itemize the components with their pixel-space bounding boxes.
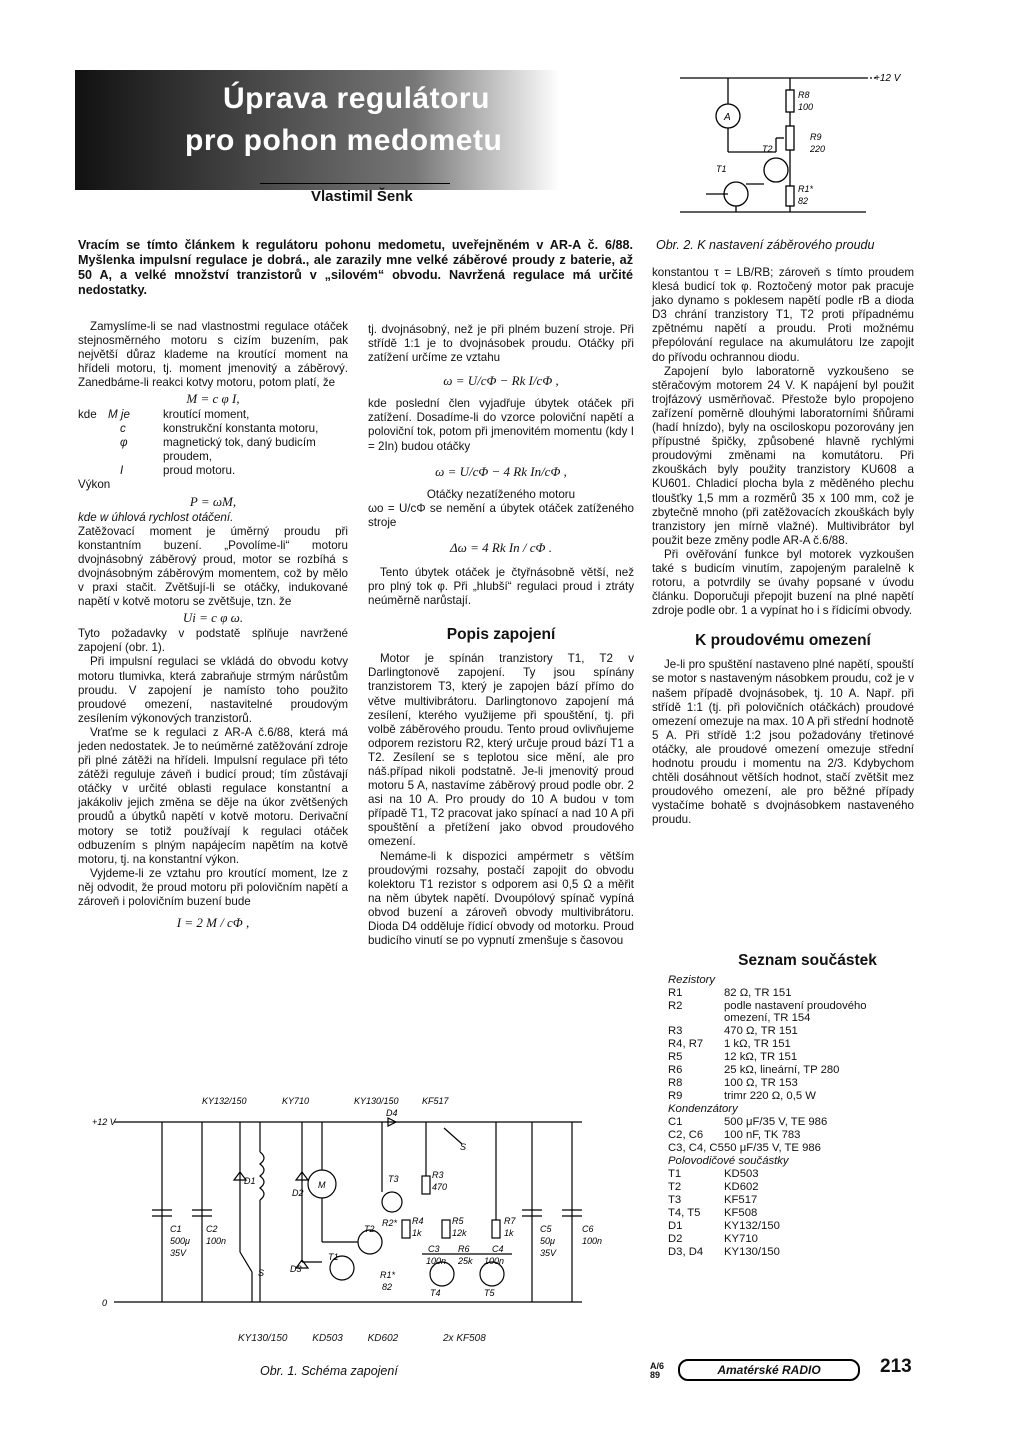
title-rule (260, 183, 450, 184)
c3-p2: Zapojení bylo laboratorně vyzkoušeno se stěračovým motorem 24 V. K napájení byl použit trojfázový usměrňovač. Přestože bylo propojeno zařízení poměrně dlouhými laboratorními šňůrami (hadí hnízdo), byly na osciloskopu pozorovány jen přípustné špičky, způsobené hlavně rychlými proudovými změnami na komutátoru. Při zkouškách byly použity tranzistory KU608 a KU601. Chladicí plocha byla z měděného plechu tloušťky 1,5 mm a rozměrů 35 x 100 mm, což je zbytečně mnoho (při zatěžovacích zkouškách byly tranzistory jen mírně vlažné). Multivibrátor byl použit beze změny podle AR-A č.6/88. (652, 364, 914, 547)
parts-row (668, 1025, 914, 1038)
fig1-label: S (258, 1268, 265, 1278)
fig1-label: D3 (290, 1264, 302, 1274)
heading-omezeni: K proudovému omezení (695, 632, 871, 650)
fig1-label: C6 (582, 1224, 594, 1234)
parts-row (668, 1142, 914, 1155)
part-ref: R1 (668, 987, 683, 999)
figure-2-schematic (676, 68, 912, 220)
c1-eq1: M = c φ I, (186, 391, 240, 407)
fig1-label: R3 (432, 1170, 444, 1180)
fig1-label: C1 (170, 1224, 182, 1234)
part-ref: R8 (668, 1077, 683, 1089)
fig2-label: 100 (798, 102, 814, 112)
page-number: 213 (880, 1356, 912, 1377)
fig1-label: KY130/150 (354, 1096, 399, 1106)
fig1-label: 50μ (540, 1236, 555, 1246)
part-value: KY130/150 (724, 1246, 780, 1258)
c1-p7: Vyjdeme-li ze vztahu pro kroutící moment, lze z něj odvodit, že proud motoru při polovičním napětí a zároveň i polovičním buzení bude (78, 866, 348, 908)
parts-row (668, 1129, 914, 1142)
figure-1-schematic (92, 1092, 612, 1324)
part-ref: Polovodičové součástky (668, 1155, 789, 1167)
part-ref: D3, D4 (668, 1246, 704, 1258)
part-ref: R5 (668, 1051, 683, 1063)
title-banner (75, 70, 560, 190)
fig1-label: T1 (328, 1252, 339, 1262)
c2-eq2: ω = U/cΦ − 4 Rk In/cΦ , (435, 463, 567, 479)
fig1-label: R4 (412, 1216, 424, 1226)
c1-p3: Zatěžovací moment je úměrný proudu při konstantním buzení. „Povolíme-li“ motoru dvojnásobný záběrový proud, motor se rozbíhá s dvojnásobným záběrovým momentem, což by mělo v praxi stačit. Zvětšují-li se otáčky, indukované napětí v kotvě motoru se zvětšuje, tzn. že (78, 524, 348, 609)
fig2-label: R8 (798, 90, 810, 100)
fig2-label: R9 (810, 132, 822, 142)
c3-p1: konstantou τ = LB/RB; zároveň s tímto proudem klesá budicí tok φ. Roztočený motor pak pracuje jako dynamo s poklesem napětí podle rB a dioda D3 chrání tranzistory T1, T2 proti případnému zpětnému napětí a proudu. Proti možnému přepólování regulace na akumulátoru lze zapojit do přívodu ochrannou diodu. (652, 266, 914, 364)
def-b: φ (120, 436, 128, 450)
part-ref: R6 (668, 1064, 683, 1076)
c1-eq3: Ui = c φ ω. (182, 610, 244, 626)
part-value: KF517 (724, 1194, 758, 1206)
fig1-label: S (460, 1142, 467, 1152)
fig1-label: R5 (452, 1216, 464, 1226)
fig1-label: R7 (504, 1216, 516, 1226)
c2-eq1: ω = U/cΦ − Rk I/cΦ , (443, 373, 559, 389)
c2-p2: kde poslední člen vyjadřuje úbytek otáček při zatížení. Dosadíme-li do vzorce poloviční napětí a poloviční tok, potom při jmenovitém momentu (kdy I = 2In) budou otáčky (368, 397, 634, 453)
c2-p3: Otáčky nezatíženého motoru (426, 487, 576, 501)
figure-1-caption: Obr. 1. Schéma zapojení (260, 1364, 398, 1378)
fig1-label: 25k (458, 1256, 473, 1266)
c1-eq2: P = ωM, (189, 493, 237, 509)
fig1-label: 35V (170, 1248, 187, 1258)
fig1-label: M (318, 1180, 326, 1190)
part-value: KD503 (724, 1168, 759, 1180)
fig1-label: D1 (244, 1176, 256, 1186)
issue-number: A/6 89 (650, 1361, 665, 1380)
part-ref: R3 (668, 1025, 683, 1037)
parts-row (668, 1077, 914, 1090)
part-ref: R2 (668, 1000, 683, 1012)
part-value: KD602 (724, 1181, 759, 1193)
fig1-bottom-label: KD602 (367, 1333, 399, 1344)
c2-p4: ωo = U/cΦ se nemění a úbytek otáček zatíženého stroje (368, 501, 634, 529)
fig1-label: T4 (430, 1288, 441, 1298)
fig2-label: +12 V (874, 73, 901, 84)
heading-popis: Popis zapojení (446, 626, 556, 644)
def-row (78, 408, 348, 422)
c2-p5: Tento úbytek otáček je čtyřnásobně větší, než pro plný tok φ. Při „hlubší“ regulaci proud i ztráty neúměrně narůstají. (368, 565, 634, 608)
part-value: podle nastavení proudového omezení, TR 154 (724, 1000, 867, 1024)
part-ref: D1 (668, 1220, 683, 1232)
c1-p6: Vraťme se k regulaci z AR-A č.6/88, která má jeden nedostatek. Je to neúměrné zatěžování zdroje při plné zátěži na hřídeli. Impulsní regulace při této zátěži reguluje záveň i budicí proud; tím zůstávají otáčky v určité oblasti regulace konstantní a jakákoliv jejich změna se děje na úkor zvětšených proudů a úbytků napětí v kotvě motoru. Derivační motory se totiž používají k regulaci otáček odbuzením s plným napájecím napětím na kotvě motoru, tj. na konstantní výkon. (78, 725, 348, 866)
parts-list (668, 974, 914, 1259)
fig2-label: 220 (810, 144, 826, 154)
part-ref: C3, C4, C5 (668, 1142, 724, 1154)
parts-row (668, 1181, 914, 1194)
heading-seznam: Seznam součástek (738, 952, 877, 969)
fig1-label: 100n (484, 1256, 505, 1266)
parts-group (668, 974, 914, 987)
parts-row (668, 1064, 914, 1077)
def-row (78, 422, 348, 436)
fig1-label: 100n (426, 1256, 447, 1266)
fig1-label: R6 (458, 1244, 470, 1254)
c1-definitions (78, 408, 348, 478)
part-value: trimr 220 Ω, 0,5 W (724, 1090, 816, 1102)
c2-p7: Nemáme-li k dispozici ampérmetr s větším proudovými rozsahy, postačí zapojit do obvodu kolektoru T1 rezistor s odporem asi 0,5 Ω a měřit na něm úbytek napětí. Dvoupólový spínač vypíná obvod buzení a zároveň obvody multivibrátoru. Dioda D4 odděluje řídicí obvody od motorku. Proud budicího vinutí se po vypnutí zmenšuje s časovou (368, 849, 634, 948)
def-a (78, 422, 108, 436)
def-a: kde (78, 408, 97, 422)
part-value: 82 Ω, TR 151 (724, 987, 792, 999)
parts-row (668, 1038, 914, 1051)
part-ref: D2 (668, 1233, 683, 1245)
article-title-line2: pro pohon medometu (185, 124, 503, 157)
fig1-label: C3 (428, 1244, 440, 1254)
fig1-label: D4 (386, 1108, 398, 1118)
fig1-label: 12k (452, 1228, 467, 1238)
def-b: I (120, 464, 124, 478)
part-value: 500 μF/35 V, TE 986 (724, 1116, 828, 1128)
def-c: magnetický tok, daný budicím proudem, (163, 436, 316, 464)
part-value: 1 kΩ, TR 151 (724, 1038, 791, 1050)
fig2-label: T2 (762, 144, 773, 154)
fig2-label: T1 (716, 164, 727, 174)
parts-row (668, 1246, 914, 1259)
fig2-label: R1* (798, 184, 814, 194)
fig1-label: T3 (388, 1174, 399, 1184)
part-value: KF508 (724, 1207, 758, 1219)
part-ref: T1 (668, 1168, 682, 1180)
fig1-label: C2 (206, 1224, 218, 1234)
def-c: kroutící moment, (163, 408, 250, 422)
parts-row (668, 1000, 914, 1025)
part-ref: C1 (668, 1116, 683, 1128)
parts-row (668, 1090, 914, 1103)
fig1-label: C5 (540, 1224, 552, 1234)
fig1-label: 500μ (170, 1236, 190, 1246)
magazine-logo: Amatérské RADIO (678, 1359, 860, 1381)
part-value: 12 kΩ, TR 151 (724, 1051, 798, 1063)
def-row (78, 436, 348, 464)
fig1-bottom-label: 2x KF508 (443, 1333, 486, 1344)
def-a (78, 464, 108, 478)
part-ref: T4, T5 (668, 1207, 701, 1219)
fig1-label: KY132/150 (202, 1096, 247, 1106)
parts-row (668, 1051, 914, 1064)
column-1 (78, 320, 348, 931)
part-ref: R4, R7 (668, 1038, 704, 1050)
parts-row (668, 1168, 914, 1181)
c1-p2: kde w úhlová rychlost otáčení. (78, 510, 234, 524)
part-value: KY132/150 (724, 1220, 780, 1232)
def-row (78, 464, 348, 478)
c2-p1: tj. dvojnásobný, než je při plném buzení stroje. Při střídě 1:1 je to dvojnásobek proudu. Otáčky při zatížení určíme ze vztahu (368, 323, 634, 365)
parts-row (668, 1233, 914, 1246)
parts-group (668, 1103, 914, 1116)
def-a (78, 436, 108, 464)
part-ref: Rezistory (668, 974, 716, 986)
part-value: 50 μF/35 V, TE 986 (724, 1142, 821, 1154)
parts-row (668, 1220, 914, 1233)
column-3 (652, 266, 914, 827)
part-ref: R9 (668, 1090, 683, 1102)
fig1-label: 100n (206, 1236, 227, 1246)
part-value: 100 nF, TK 783 (724, 1129, 801, 1141)
parts-row (668, 987, 914, 1000)
part-value: 470 Ω, TR 151 (724, 1025, 798, 1037)
fig1-bottom-labels (238, 1333, 486, 1344)
parts-row (668, 1116, 914, 1129)
fig1-label: 1k (412, 1228, 422, 1238)
def-b: c (120, 422, 126, 436)
fig2-label: A (724, 112, 731, 123)
c1-p5: Při impulsní regulaci se vkládá do obvodu kotvy motoru tlumivka, která zabraňuje strmým nárůstům proudu. V zapojení je namísto toho použito proudové omezení, nastavitelné proudovým zesílením výkonových tranzistorů. (78, 655, 348, 725)
def-c: proud motoru. (163, 464, 236, 478)
fig1-label: 0 (102, 1298, 108, 1308)
fig1-label: 82 (382, 1282, 393, 1292)
fig1-label: 1k (504, 1228, 514, 1238)
fig1-bottom-label: KD503 (312, 1333, 343, 1344)
fig1-label: 470 (432, 1182, 448, 1192)
part-ref: C2, C6 (668, 1129, 704, 1141)
c1-p1: Zamyslíme-li se nad vlastnostmi regulace otáček stejnosměrného motoru s cizím buzením, pak největší důraz klademe na kroutící moment na hřídeli motoru, tj. moment jmenovitý a záběrový. Zanedbáme-li reakci kotvy motoru, potom platí, že (78, 320, 348, 390)
fig1-label: D2 (292, 1188, 304, 1198)
c3-p3: Při ověřování funkce byl motorek vyzkoušen také s budicím vinutím, zapojeným paralelně k rotoru, a potvrdily se úvahy popsané v úvodu článku. Doporučuji přepojit buzení na plné napětí zdroje podle obr. 1 a vypínat ho i s řídicími obvody. (652, 547, 914, 618)
part-value: KY710 (724, 1233, 758, 1245)
c1-p4: Tyto požadavky v podstatě splňuje navržené zapojení (obr. 1). (78, 627, 348, 655)
author: Vlastimil Šenk (311, 188, 413, 205)
column-2 (368, 323, 634, 948)
fig1-label: R2* (382, 1218, 398, 1228)
parts-group (668, 1155, 914, 1168)
part-ref: T3 (668, 1194, 682, 1206)
part-value: 100 Ω, TR 153 (724, 1077, 798, 1089)
c1-vykon: Výkon (78, 478, 111, 492)
fig1-label: +12 V (92, 1117, 116, 1127)
fig1-label: KF517 (422, 1096, 449, 1106)
fig1-label: KY710 (282, 1096, 310, 1106)
fig1-label: C4 (492, 1244, 504, 1254)
article-title-line1: Úprava regulátoru (223, 82, 490, 115)
part-ref: T2 (668, 1181, 682, 1193)
parts-row (668, 1207, 914, 1220)
fig1-label: T2 (364, 1224, 375, 1234)
part-value: 25 kΩ, lineární, TP 280 (724, 1064, 840, 1076)
fig1-label: R1* (380, 1270, 396, 1280)
c2-eq3: Δω = 4 Rk In / cΦ . (450, 539, 552, 555)
parts-row (668, 1194, 914, 1207)
def-c: konstrukční konstanta motoru, (163, 422, 319, 436)
part-ref: Kondenzátory (668, 1103, 738, 1115)
fig1-bottom-label: KY130/150 (238, 1333, 288, 1344)
c2-p6: Motor je spínán tranzistory T1, T2 v Darlingtonově zapojení. Ty jsou spínány tranzistorem T3, který je zapojen bází přímo do větve multivibrátoru. Darlingtonovo zapojení má zesílení, kterého využijeme při spouštění, tj. při volbě záběrového proudu. Tento proud ovlivňujeme odporem rezistoru R2, který určuje proud bází T1 a T2. Zesílení se s teplotou sice mění, ale pro náš.případ nikoli podstatně. Je-li jmenovitý proud motoru 5 A, nastavíme záběrový proud podle obr. 2 asi na 10 A. Pro proudy do 10 A budou v tom případě T1, T2 pracovat jako spínací a nad 10 A při spouštění a přetížení jako obvod proudového omezení. (368, 652, 634, 849)
fig1-label: T5 (484, 1288, 495, 1298)
lead-paragraph: Vracím se tímto článkem k regulátoru pohonu medometu, uveřejněném v AR-A č. 6/88. Myšlenka impulsní regulace je dobrá., ale zarazily mne velké záběrové proudy z baterie, až 50 A, a velké množství tranzistorů v „silovém“ obvodu. Navržená regulace má určité nedostatky. (78, 238, 633, 297)
figure-2-caption: Obr. 2. K nastavení záběrového proudu (656, 238, 875, 252)
fig1-label: 35V (540, 1248, 557, 1258)
fig2-label: 82 (798, 196, 809, 206)
def-b: M je (108, 408, 130, 422)
c3-p4: Je-li pro spuštění nastaveno plné napětí, spouští se motor s nastaveným násobkem proudu, což je v našem případě dvojnásobek, tj. 10 A. Např. při střídě 1:1 (tj. při polovičních otáčkách) proudové omezení omezuje na max. 10 A při střední hodnotě 5 A. Při střídě 1:2 jsou požadovány třetinové otáčky, ale proudové omezení omezuje střední hodnotu proudu i momentu na 2/3. Kdybychom chtěli dosáhnout větších hodnot, stačí zvětšit mez proudového omezení, ale pro běžné případy vystačíme bohatě s dvojnásobkem nastaveného proudu. (652, 658, 914, 827)
c1-eq4: I = 2 M / cΦ , (176, 915, 250, 931)
fig1-label: 100n (582, 1236, 603, 1246)
